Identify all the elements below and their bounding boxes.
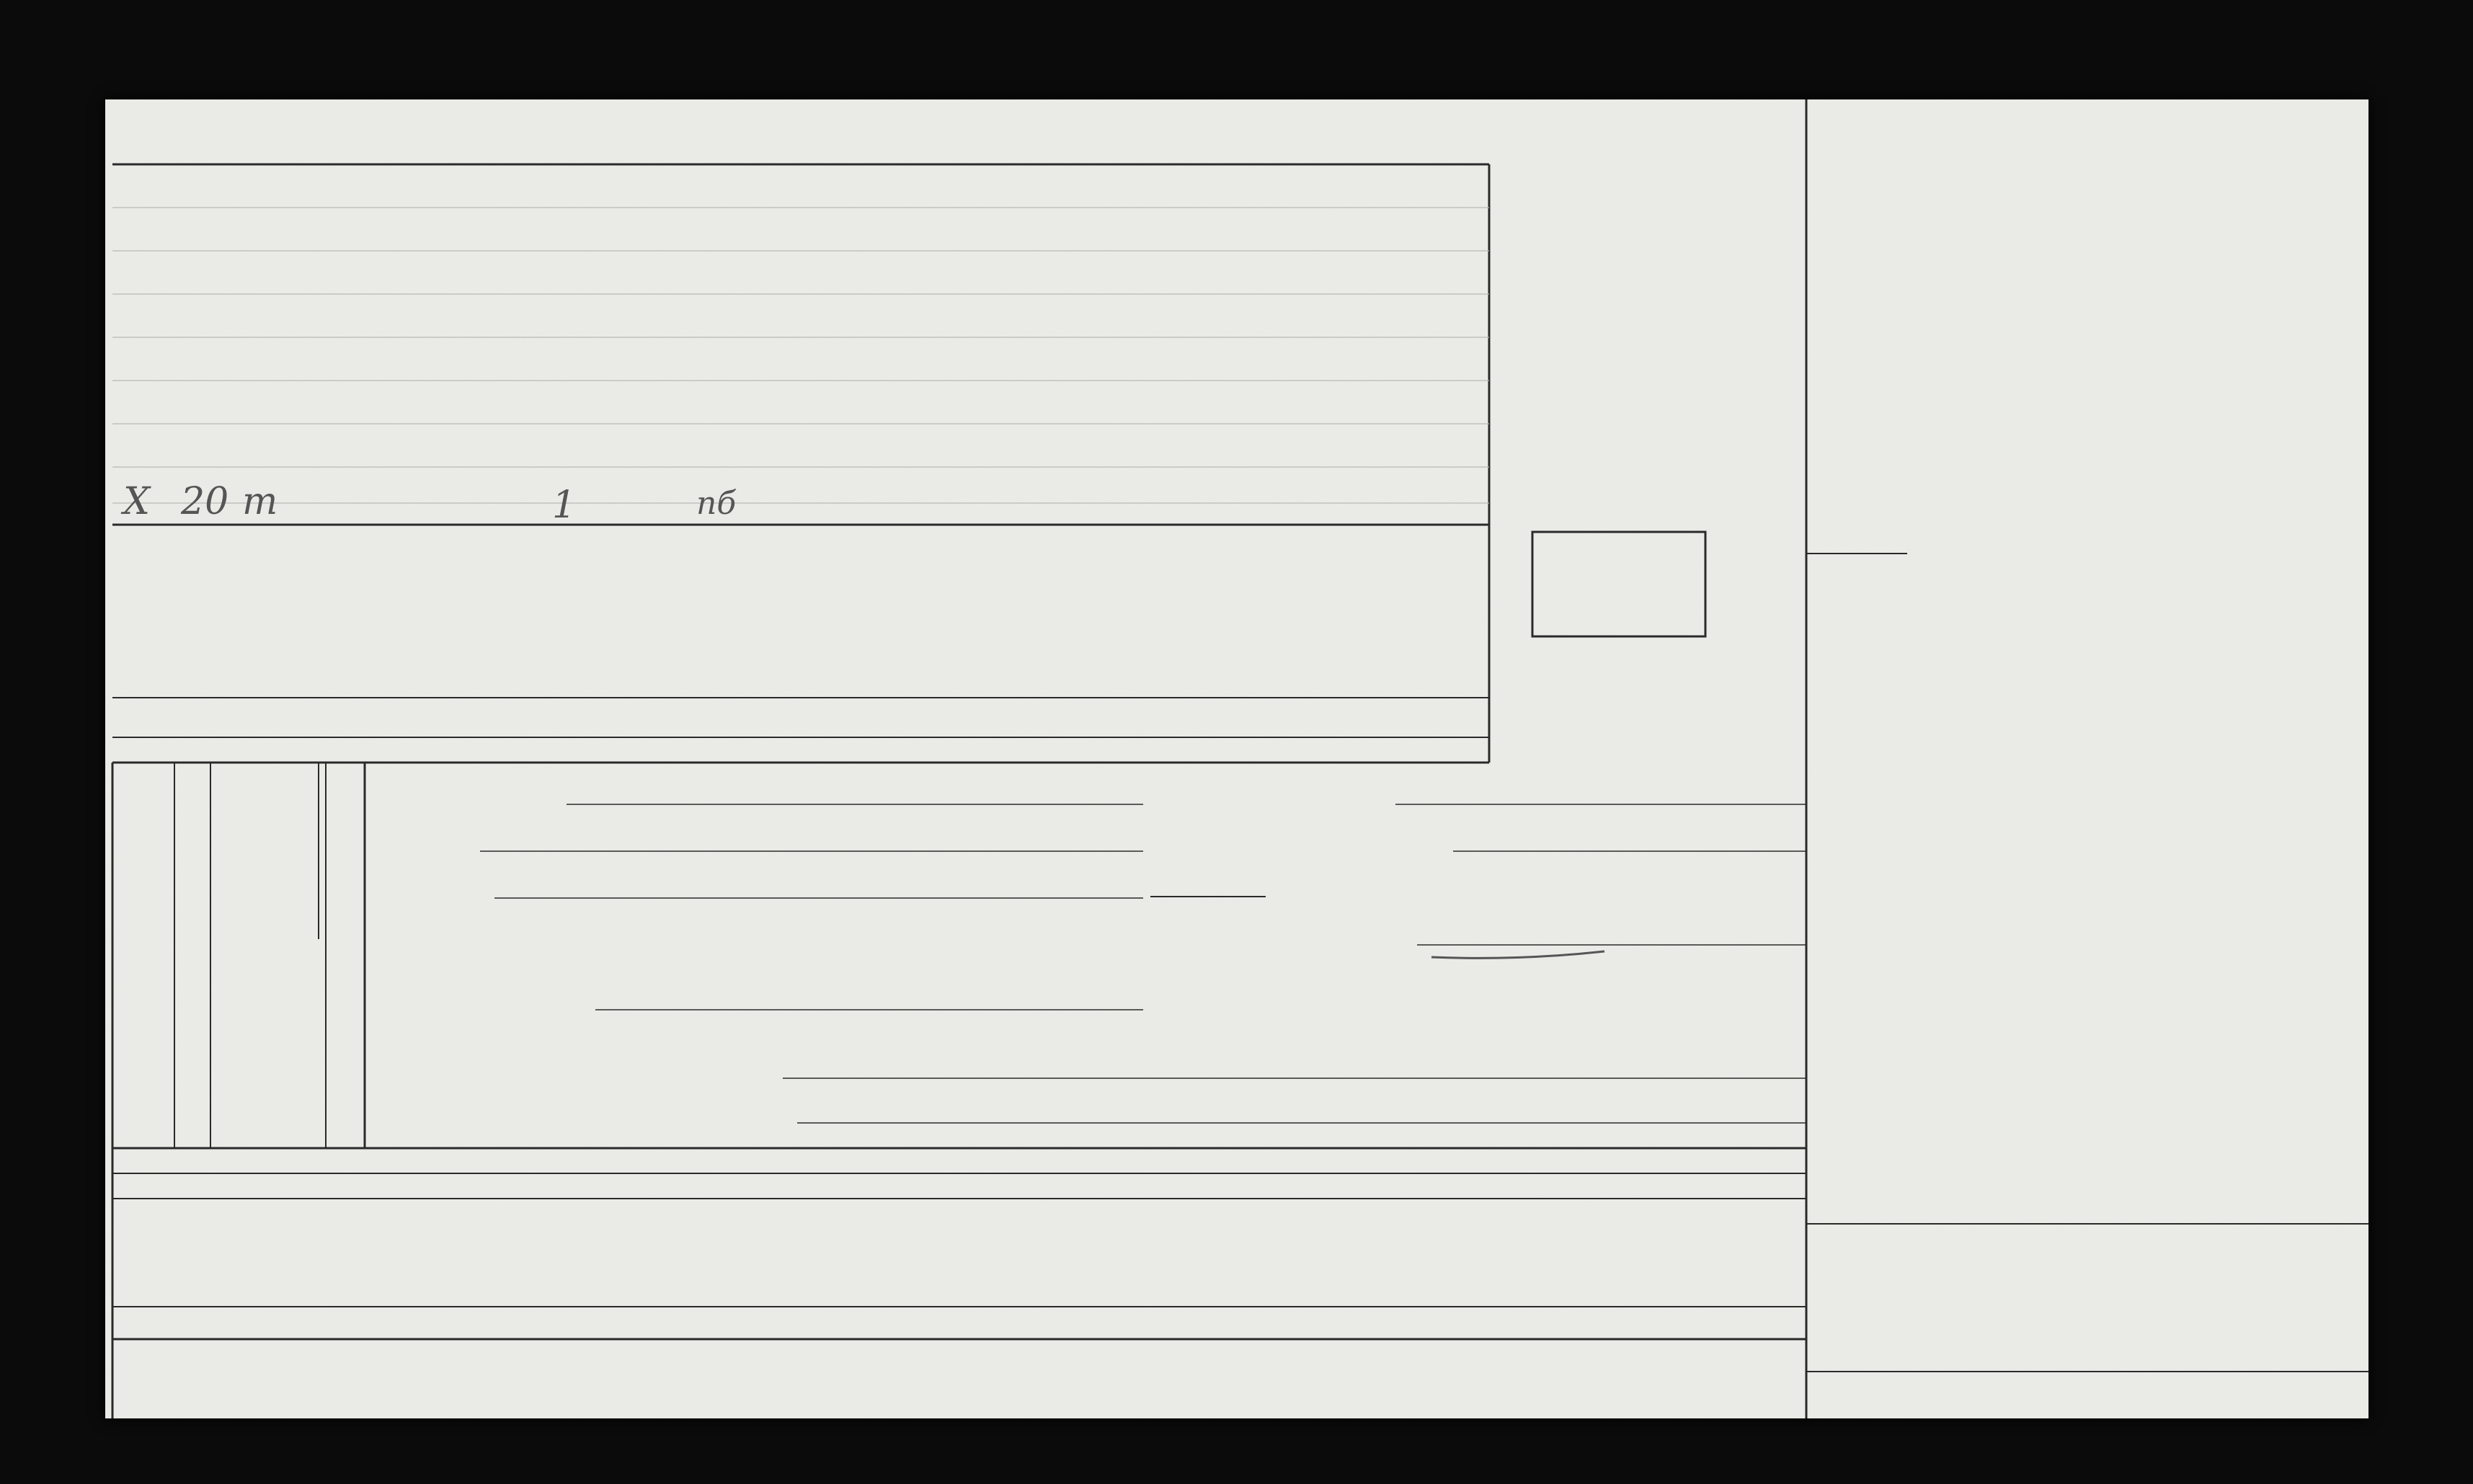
entry-position: 1 <box>552 484 577 527</box>
card-form <box>105 99 2368 1418</box>
census-card <box>105 99 2368 1418</box>
entry-age: 20 <box>181 480 229 523</box>
entry-disabled: т <box>242 480 278 523</box>
entry-relation: Х <box>123 480 151 523</box>
entry-lost: пб <box>696 485 737 522</box>
